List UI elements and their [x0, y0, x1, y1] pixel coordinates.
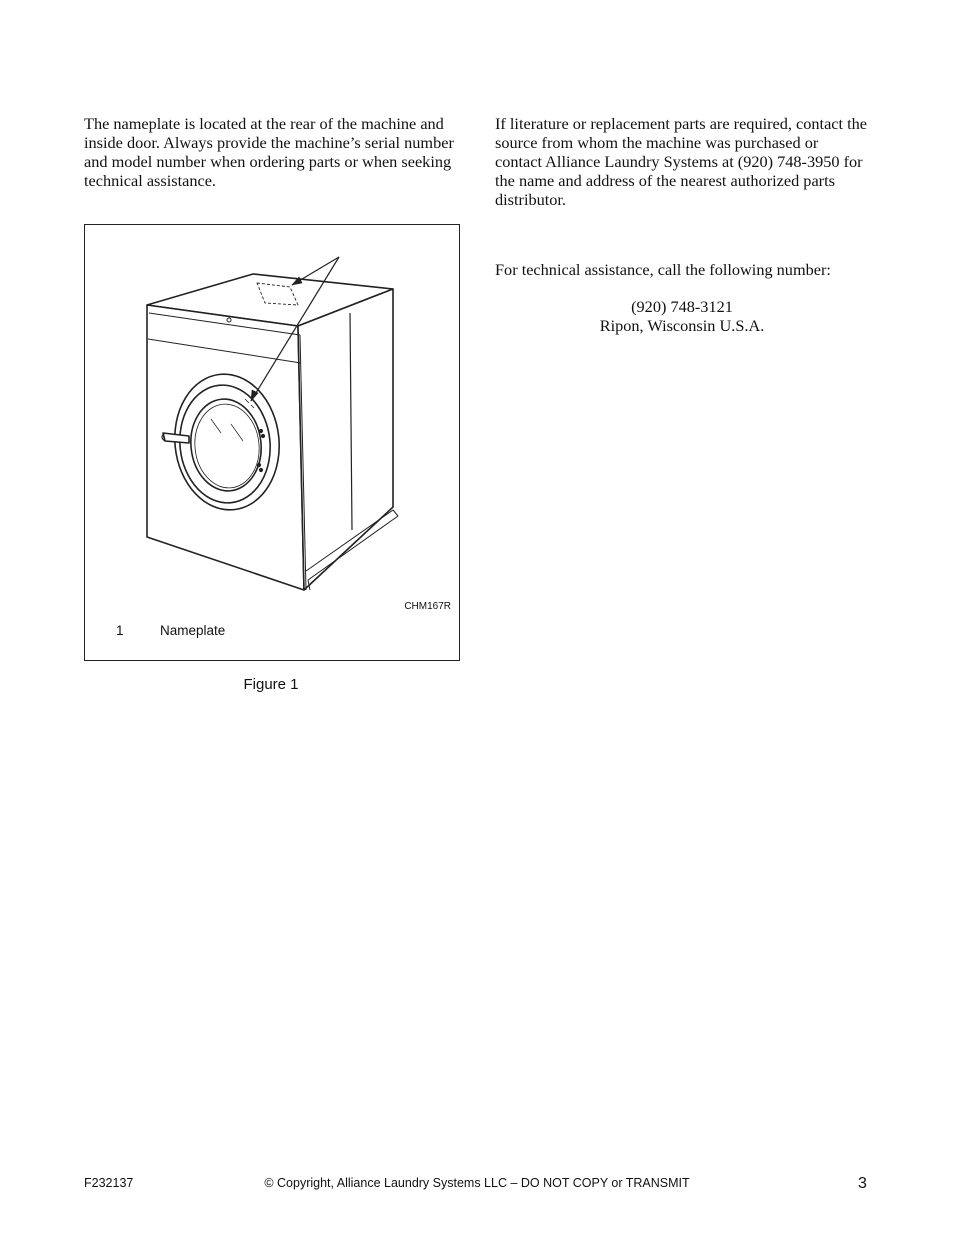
tech-assistance-text: For technical assistance, call the following number:	[495, 260, 831, 279]
parts-paragraph: If literature or replacement parts are required, contact the source from whom the machine was purchased or contact Alliance Laundry Systems at (920) 748-3950 for the name and address of the nearest authorized parts distributor.	[495, 114, 868, 209]
washer-illustration	[85, 225, 459, 660]
doc-number: F232137	[84, 1176, 134, 1190]
copyright-notice: © Copyright, Alliance Laundry Systems LLC – DO NOT COPY or TRANSMIT	[264, 1176, 690, 1190]
phone-number: (920) 748-3121	[631, 297, 733, 316]
figure-code: CHM167R	[404, 601, 451, 612]
figure-box	[84, 224, 460, 661]
parts-section	[495, 114, 867, 209]
location-text: Ripon, Wisconsin U.S.A.	[599, 316, 765, 335]
nameplate-location-paragraph: The nameplate is located at the rear of the machine and inside door. Always provide the machine’s serial number and model number when ordering parts or when seeking technical assistance.	[84, 114, 454, 190]
legend-number: 1	[116, 623, 124, 638]
legend-label: Nameplate	[160, 623, 226, 638]
page-number: 3	[858, 1175, 867, 1192]
figure-caption: Figure 1	[243, 676, 299, 693]
intro-section	[84, 114, 460, 190]
contact-block	[495, 297, 869, 335]
